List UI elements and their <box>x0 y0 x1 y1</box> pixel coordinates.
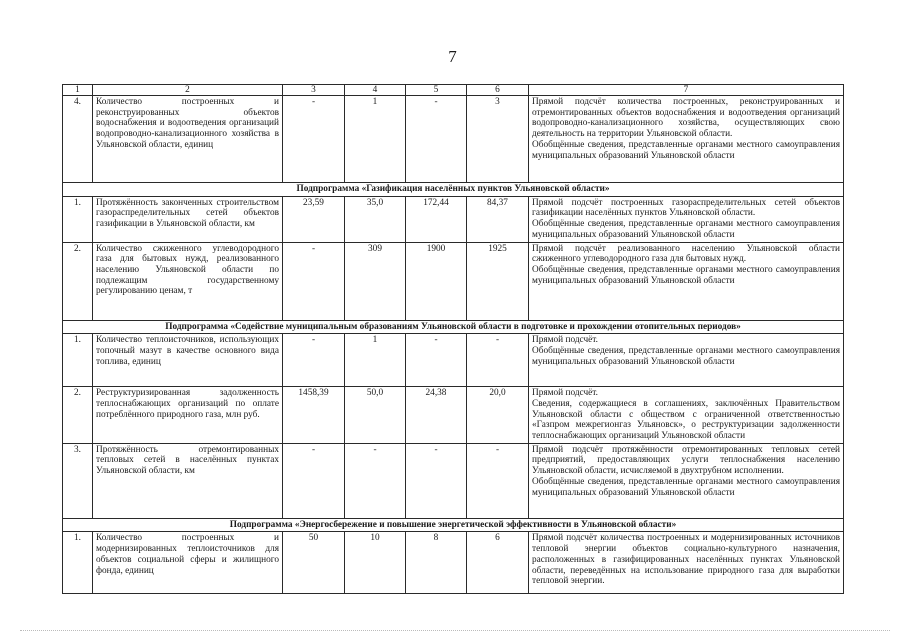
calculation-method <box>529 242 844 320</box>
subprogram-row <box>63 320 844 334</box>
method-paragraph: Обобщённые сведения, представленные органами местного самоуправления муниципальных образований Ульяновской области <box>532 264 840 286</box>
indicator-value: - <box>406 443 467 518</box>
table-row <box>63 334 844 387</box>
indicator-value: 309 <box>345 242 406 320</box>
table-row <box>63 196 844 242</box>
subprogram-title: Подпрограмма «Газификация населённых пунктов Ульяновской области» <box>63 183 844 197</box>
header-cell: 4 <box>345 85 406 96</box>
calculation-method <box>529 443 844 518</box>
method-paragraph: Обобщённые сведения, представленные органами местного самоуправления муниципальных образований Ульяновской области <box>532 345 840 367</box>
indicator-value: 1 <box>345 96 406 183</box>
method-paragraph: Прямой подсчёт реализованного населению Ульяновской области сжиженного углеводородного газа для бытовых нужд. <box>532 243 840 265</box>
indicator-name: Количество теплоисточников, использующих топочный мазут в качестве основного вида топлива, единиц <box>93 334 283 387</box>
indicator-value: 172,44 <box>406 196 467 242</box>
header-row <box>63 85 844 96</box>
subprogram-title: Подпрограмма «Содействие муниципальным образованиям Ульяновской области в подготовке и прохождении отопительных периодов» <box>63 320 844 334</box>
method-paragraph: Прямой подсчёт. <box>532 335 598 346</box>
indicator-value: 6 <box>467 532 529 594</box>
indicator-name: Количество сжиженного углеводородного газа для бытовых нужд, реализованного населению Ульяновской области по подлежащим государственному регулированию ценам, т <box>93 242 283 320</box>
indicators-table <box>62 84 844 594</box>
indicator-value: - <box>283 242 345 320</box>
indicator-value: - <box>467 443 529 518</box>
row-number: 2. <box>63 387 93 444</box>
indicator-value: 8 <box>406 532 467 594</box>
indicator-value: 35,0 <box>345 196 406 242</box>
row-number: 2. <box>63 242 93 320</box>
table-row <box>63 532 844 594</box>
indicator-value: 10 <box>345 532 406 594</box>
header-cell: 2 <box>93 85 283 96</box>
indicator-value: 3 <box>467 96 529 183</box>
row-number: 1. <box>63 334 93 387</box>
method-paragraph: Обобщённые сведения, представленные органами местного самоуправления муниципальных образований Ульяновской области <box>532 219 840 240</box>
row-number: 1. <box>63 196 93 242</box>
method-paragraph: Прямой подсчёт построенных газораспределительных сетей объектов газификации населённых пунктов Ульяновской области. <box>532 197 840 219</box>
indicator-value: - <box>345 443 406 518</box>
header-cell: 3 <box>283 85 345 96</box>
indicator-value: 23,59 <box>283 196 345 242</box>
subprogram-row <box>63 518 844 532</box>
row-number: 3. <box>63 443 93 518</box>
indicator-value: 1925 <box>467 242 529 320</box>
indicator-value: 1 <box>345 334 406 387</box>
indicator-value: - <box>467 334 529 387</box>
indicator-name: Реструктуризированная задолженность теплоснабжающих организаций по оплате потреблённого природного газа, млн руб. <box>93 387 283 444</box>
subprogram-row <box>63 183 844 197</box>
method-paragraph: Сведения, содержащиеся в соглашениях, заключённых Правительством Ульяновской области с обществом с ограниченной ответственностью «Газпром межрегионгаз Ульяновск», о реструктуризации задолженности теплоснабжающих организаций Ульяновской области <box>532 398 840 442</box>
calculation-method <box>529 334 844 387</box>
indicator-value: 50,0 <box>345 387 406 444</box>
calculation-method <box>529 196 844 242</box>
subprogram-title: Подпрограмма «Энергосбережение и повышение энергетической эффективности в Ульяновской области» <box>63 518 844 532</box>
calculation-method <box>529 96 844 183</box>
indicator-value: 24,38 <box>406 387 467 444</box>
method-paragraph: Прямой подсчёт количества построенных, реконструированных и отремонтированных объектов водоснабжения и водоотведения организаций водопроводно-канализационного хозяйства, осуществляющих свою деятельность на территории Ульяновской области. <box>532 97 840 140</box>
page-number: 7 <box>448 47 457 66</box>
indicator-name: Протяжённость законченных строительством газораспределительных сетей объектов газификации в Ульяновской области, км <box>93 196 283 242</box>
indicator-value: - <box>283 443 345 518</box>
indicator-value: 50 <box>283 532 345 594</box>
header-cell: 7 <box>529 85 844 96</box>
method-paragraph: Прямой подсчёт количества построенных и модернизированных источников тепловой энергии объектов социально-культурного назначения, расположенных в газифицированных населённых пунктах Ульяновской области, переведённых на использование природного газа для выработки тепловой энергии. <box>532 533 840 587</box>
method-paragraph: Прямой подсчёт. <box>532 388 598 399</box>
indicator-name: Количество построенных и реконструированных объектов водоснабжения и водоотведения организаций водопроводно-канализационного хозяйства в Ульяновской области, единиц <box>93 96 283 183</box>
indicator-value: 20,0 <box>467 387 529 444</box>
row-number: 1. <box>63 532 93 594</box>
indicator-name: Протяжённость отремонтированных тепловых сетей в населённых пунктах Ульяновской области, км <box>93 443 283 518</box>
scan-edge <box>20 630 890 632</box>
method-paragraph: Прямой подсчёт протяжённости отремонтированных тепловых сетей предприятий, предоставляющих услуги теплоснабжения населению Ульяновской области, исчисляемой в двухтрубном исполнении. <box>532 444 840 477</box>
indicator-value: - <box>406 96 467 183</box>
table-row <box>63 96 844 183</box>
header-cell: 1 <box>63 85 93 96</box>
indicator-value: - <box>406 334 467 387</box>
method-paragraph: Обобщённые сведения, представленные органами местного самоуправления муниципальных образований Ульяновской области <box>532 139 840 161</box>
calculation-method <box>529 387 844 444</box>
indicator-value: 1458,39 <box>283 387 345 444</box>
indicator-value: 1900 <box>406 242 467 320</box>
indicator-name: Количество построенных и модернизированных теплоисточников для объектов социальной сферы и жилищного фонда, единиц <box>93 532 283 594</box>
indicator-value: - <box>283 334 345 387</box>
row-number: 4. <box>63 96 93 183</box>
table-row <box>63 242 844 320</box>
header-cell: 5 <box>406 85 467 96</box>
table-row <box>63 443 844 518</box>
calculation-method <box>529 532 844 594</box>
table-row <box>63 387 844 444</box>
indicator-value: - <box>283 96 345 183</box>
indicator-value: 84,37 <box>467 196 529 242</box>
method-paragraph: Обобщённые сведения, представленные органами местного самоуправления муниципальных образований Ульяновской области <box>532 476 840 498</box>
header-cell: 6 <box>467 85 529 96</box>
